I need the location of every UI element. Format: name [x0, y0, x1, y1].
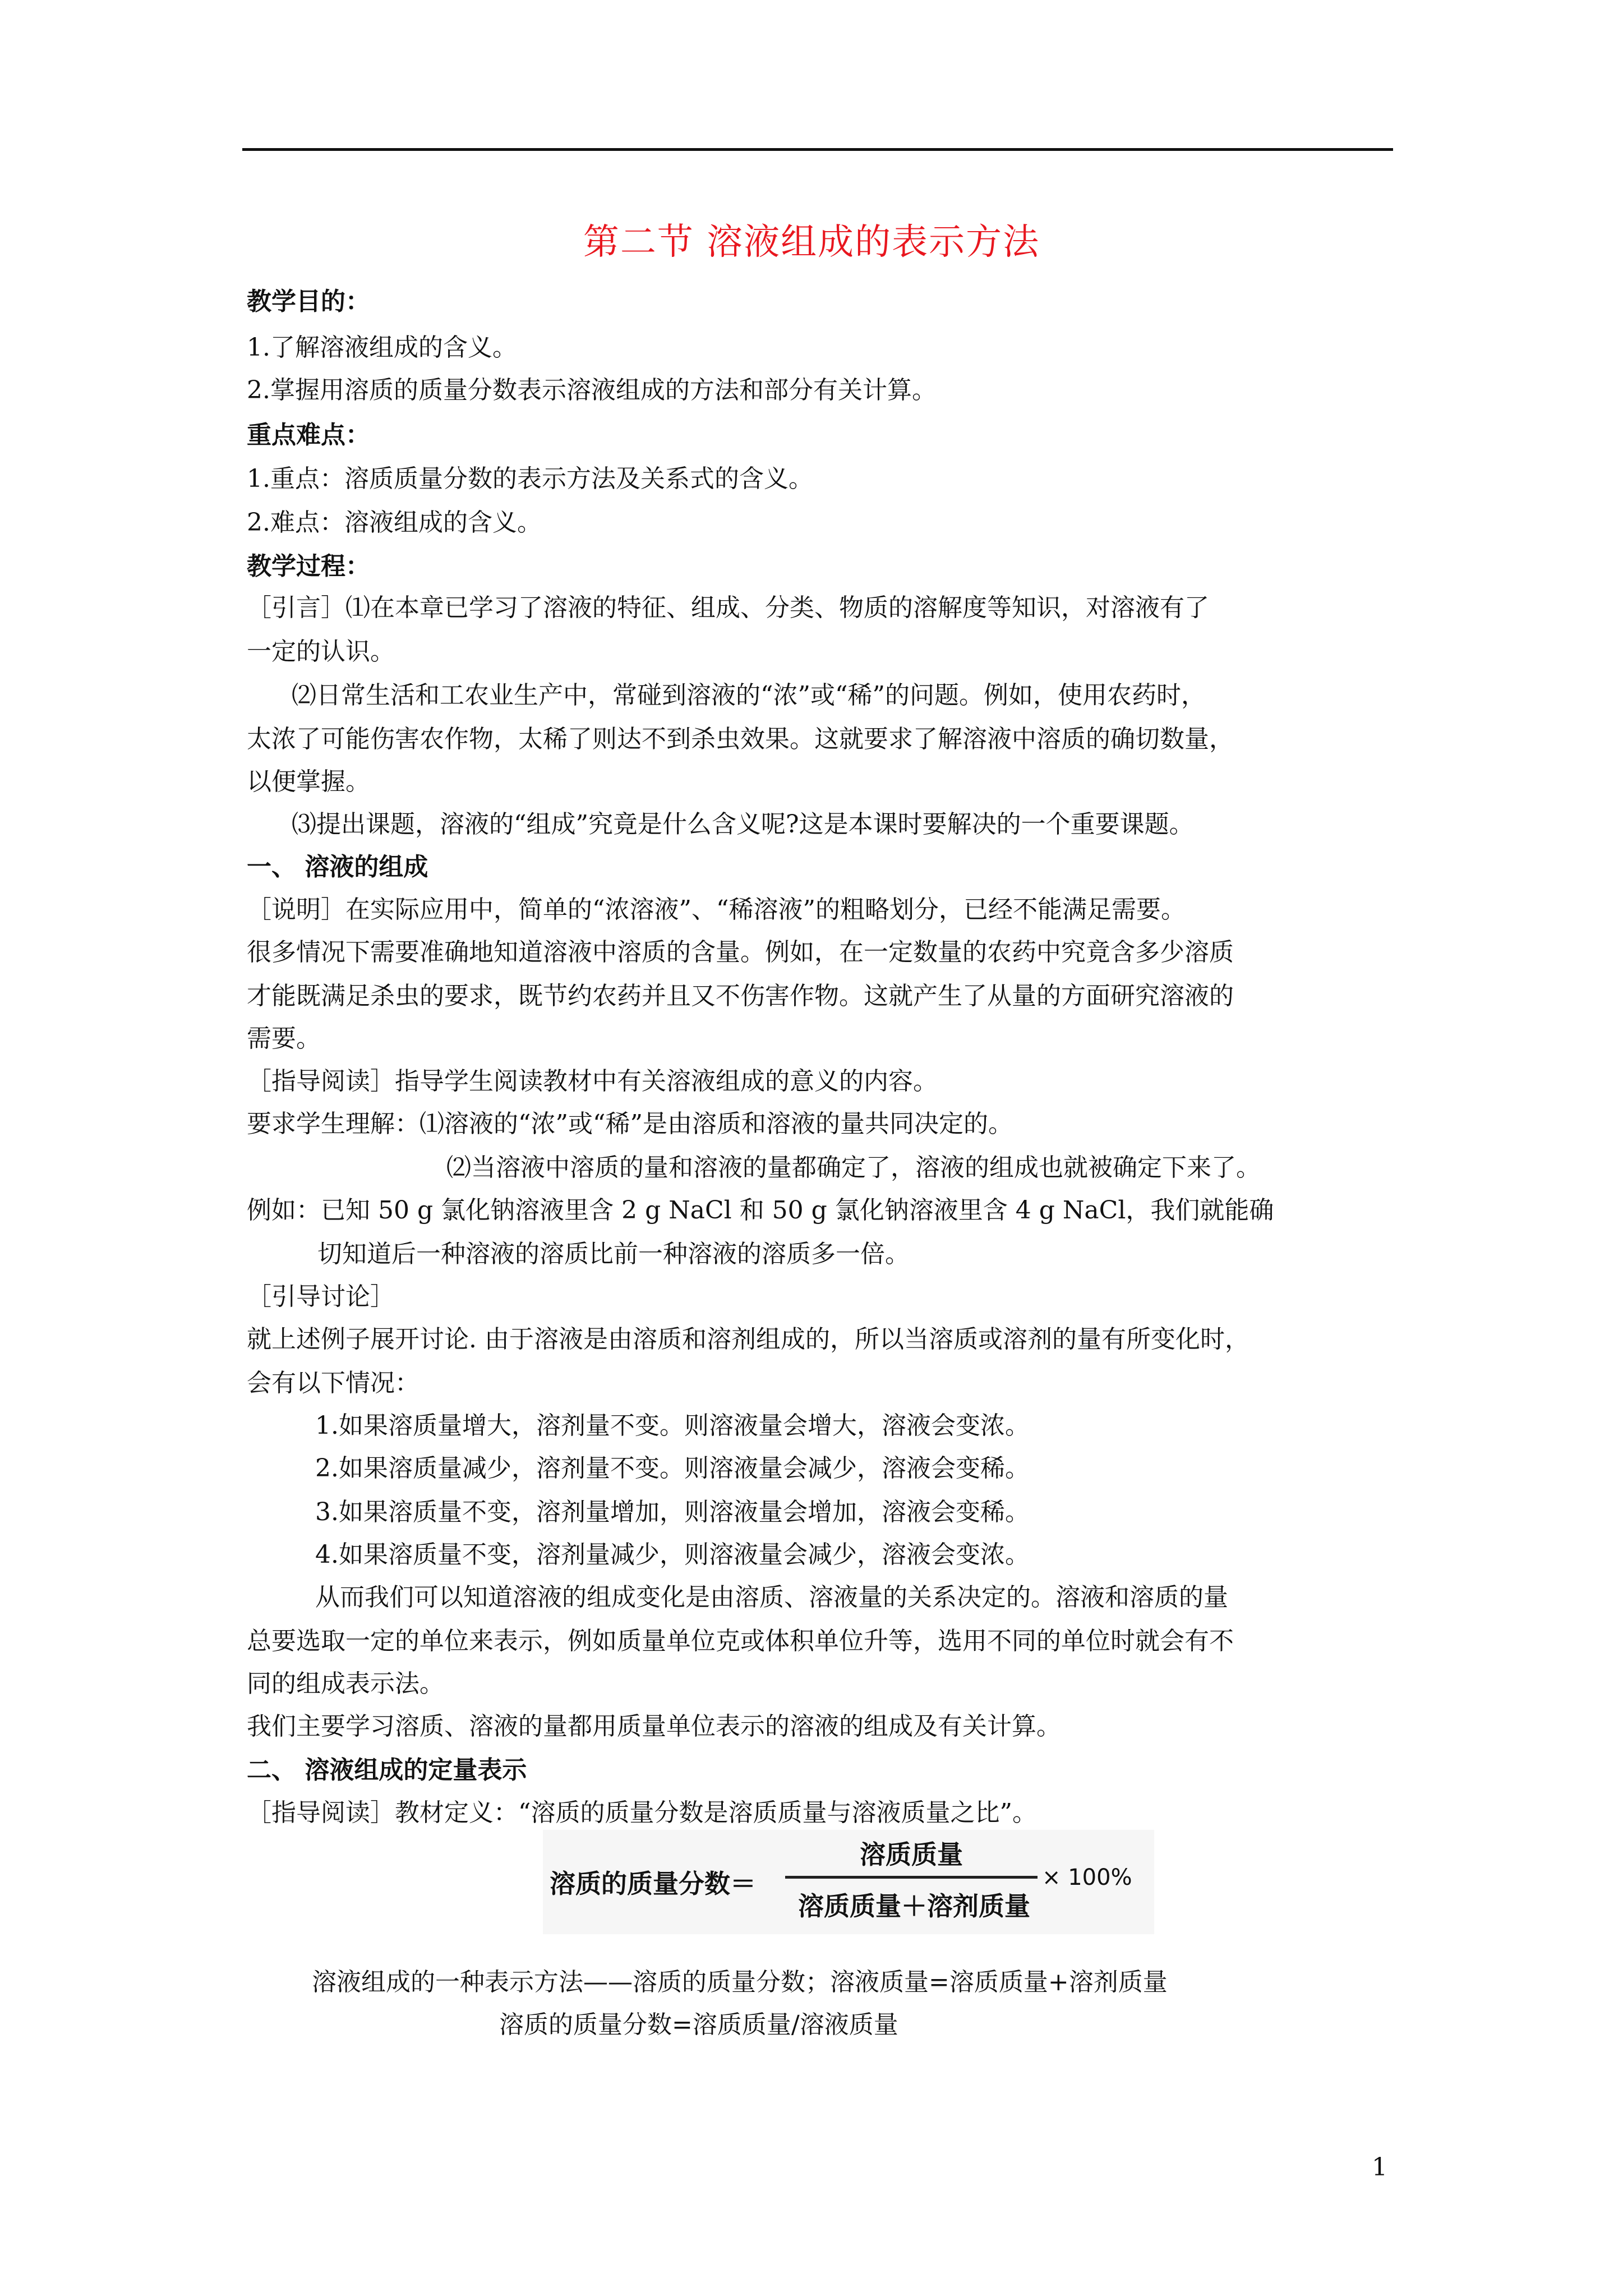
case-2: 2.如果溶质量减少，溶剂量不变。则溶液量会减少，溶液会变稀。	[315, 1454, 1030, 1483]
require-2: ⑵当溶液中溶质的量和溶液的量都确定了，溶液的组成也就被确定下来了。	[446, 1153, 1261, 1182]
explain-line-d: 需要。	[247, 1024, 321, 1053]
mass-fraction-formula	[543, 1830, 1154, 1934]
objectives-heading: 教学目的：	[247, 287, 370, 316]
keypoint-1: 1.重点：溶质质量分数的表示方法及关系式的含义。	[247, 464, 813, 493]
header-rule	[242, 148, 1393, 151]
case-3: 3.如果溶质量不变，溶剂量增加，则溶液量会增加，溶液会变稀。	[315, 1498, 1030, 1526]
intro-2-line-c: 以便掌握。	[247, 767, 370, 796]
keypoint-2: 2.难点：溶液组成的含义。	[247, 508, 542, 537]
discuss-line-a: 就上述例子展开讨论. 由于溶液是由溶质和溶剂组成的，所以当溶质或溶剂的量有所变化时，	[247, 1325, 1249, 1354]
page-number: 1	[1372, 2153, 1387, 2182]
require-1: 要求学生理解：⑴溶液的“浓”或“稀”是由溶质和溶液的量共同决定的。	[247, 1110, 1013, 1138]
intro-1-line-a: ［引言］⑴在本章已学习了溶液的特征、组成、分类、物质的溶解度等知识，对溶液有了	[247, 593, 1209, 622]
intro-2-line-a: ⑵日常生活和工农业生产中，常碰到溶液的“浓”或“稀”的问题。例如，使用农药时，	[292, 681, 1206, 710]
formula-denominator: 溶质质量＋溶剂质量	[798, 1891, 1030, 1921]
conclusion-line-a: 从而我们可以知道溶液的组成变化是由溶质、溶液量的关系决定的。溶液和溶质的量	[315, 1583, 1228, 1612]
intro-3: ⑶提出课题，溶液的“组成”究竟是什么含义呢?这是本课时要解决的一个重要课题。	[292, 810, 1194, 839]
formula-lhs: 溶质的质量分数＝	[550, 1869, 756, 1899]
conclusion-line-c: 同的组成表示法。	[247, 1669, 444, 1698]
formula-fraction-bar	[785, 1876, 1038, 1879]
page-title: 第二节 溶液组成的表示方法	[583, 222, 1040, 263]
summary-2: 溶质的质量分数=溶质质量/溶液质量	[499, 2010, 898, 2039]
intro-2-line-b: 太浓了可能伤害农作物，太稀了则达不到杀虫效果。这就要求了解溶液中溶质的确切数量，	[247, 725, 1234, 753]
conclusion-line-d: 我们主要学习溶质、溶液的量都用质量单位表示的溶液的组成及有关计算。	[247, 1712, 1061, 1741]
guide-read-2: ［指导阅读］教材定义：“溶质的质量分数是溶质质量与溶液质量之比”。	[247, 1798, 1037, 1827]
case-1: 1.如果溶质量增大，溶剂量不变。则溶液量会增大，溶液会变浓。	[315, 1411, 1030, 1440]
part2-heading: 二、 溶液组成的定量表示	[247, 1756, 527, 1784]
explain-line-a: ［说明］在实际应用中，简单的“浓溶液”、“稀溶液”的粗略划分，已经不能满足需要。	[247, 895, 1186, 924]
discuss-line-b: 会有以下情况：	[247, 1369, 419, 1397]
summary-1: 溶液组成的一种表示方法——溶质的质量分数；溶液质量=溶质质量+溶剂质量	[312, 1968, 1168, 1996]
discuss-heading: ［引导讨论］	[247, 1282, 395, 1311]
example-line-b: 切知道后一种溶液的溶质比前一种溶液的溶质多一倍。	[317, 1240, 910, 1268]
formula-numerator: 溶质质量	[860, 1839, 963, 1870]
guide-read-1: ［指导阅读］指导学生阅读教材中有关溶液组成的意义的内容。	[247, 1067, 938, 1096]
objective-1: 1.了解溶液组成的含义。	[247, 333, 517, 362]
explain-line-b: 很多情况下需要准确地知道溶液中溶质的含量。例如，在一定数量的农药中究竟含多少溶质	[247, 938, 1234, 967]
case-4: 4.如果溶质量不变，溶剂量减少，则溶液量会减少，溶液会变浓。	[315, 1540, 1030, 1569]
formula-multiplier: × 100%	[1042, 1865, 1132, 1890]
part1-heading: 一、 溶液的组成	[247, 853, 428, 881]
example-line-a: 例如：已知 50 g 氯化钠溶液里含 2 g NaCl 和 50 g 氯化钠溶液里含 4 g NaCl，我们就能确	[247, 1196, 1274, 1225]
intro-1-line-b: 一定的认识。	[247, 637, 395, 666]
objective-2: 2.掌握用溶质的质量分数表示溶液组成的方法和部分有关计算。	[247, 376, 937, 404]
conclusion-line-b: 总要选取一定的单位来表示，例如质量单位克或体积单位升等，选用不同的单位时就会有不	[247, 1627, 1234, 1655]
keypoints-heading: 重点难点：	[247, 421, 370, 449]
explain-line-c: 才能既满足杀虫的要求，既节约农药并且又不伤害作物。这就产生了从量的方面研究溶液的	[247, 982, 1234, 1010]
process-heading: 教学过程：	[247, 552, 370, 581]
